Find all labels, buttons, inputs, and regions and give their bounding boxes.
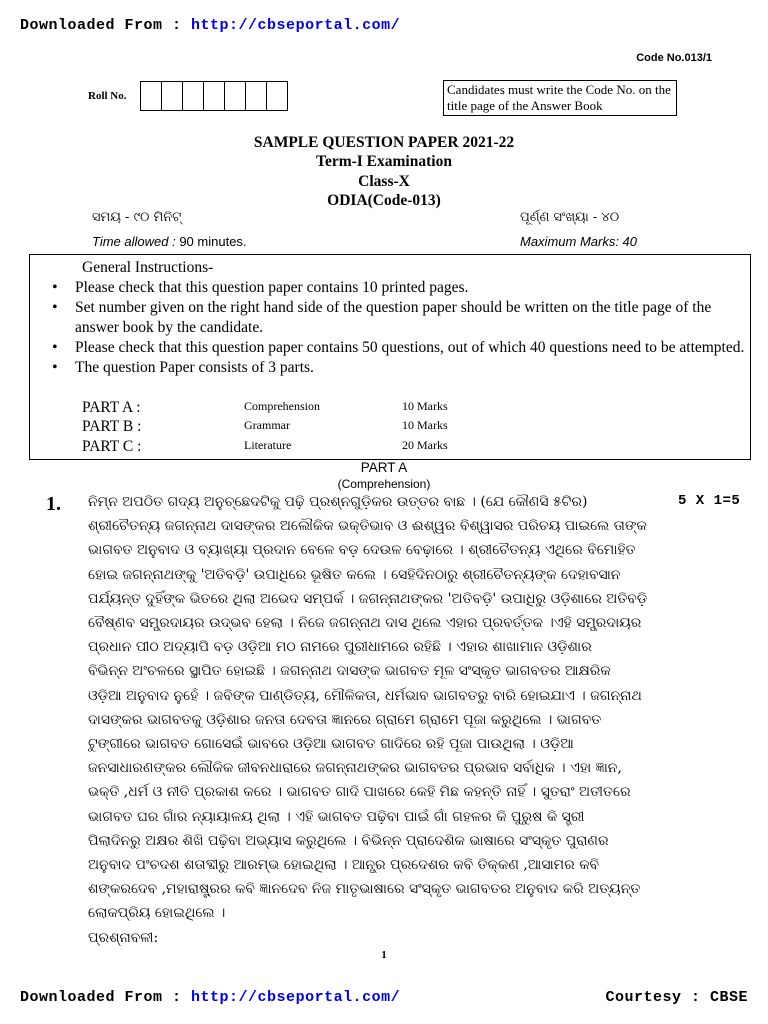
passage-line: ଦାସଙ୍କର ଭାଗବତକୁ ଓଡ଼ିଶାର ଜନତା ଦେବତା ଜ୍ଞାନରେ ଗ୍ରାମେ ଗ୍ରାମେ ପୂଜା କରୁଥିଲେ । ଭାଗବତ (88, 711, 602, 728)
subject-title: ODIA(Code-013) (327, 192, 441, 209)
passage-line: ବିଭିନ୍ନ ଅଂଚଳରେ ସ୍ଥାପିତ ହୋଇଛି । ଜଗନ୍ନାଥ ଦାସଙ୍କ ଭାଗବତ ମୂଳ ସଂସ୍କୃତ ଭାଗବତର ଆକ୍ଷରିକ (88, 663, 611, 680)
roll-no-label: Roll No. (88, 90, 127, 102)
passage-line: ପିଲାଦିନରୁ ଅକ୍ଷର ଶିଖି ପଢ଼ିବା ଅଭ୍ୟାସ କରୁଥିଲେ । ବିଭିନ୍ନ ପ୍ରାଦେଶିକ ଭାଷାରେ ସଂସ୍କୃତ ପୁରାଣର (88, 832, 609, 849)
time-allowed-label: Time allowed : (92, 234, 176, 249)
roll-no-box (162, 82, 183, 110)
passage-line: ଅନୁବାଦ ପଂଚଦଶ ଶତାବ୍ଦୀରୁ ଆରମ୍ଭ ହୋଇଥିଲା । ଆନ୍ଧ୍ର ପ୍ରଦେଶର କବି ତିକ୍କଣ ,ଆସାମର କବି (88, 857, 600, 874)
passage-line: ପ୍ରଧାନ ପୀଠ ଅଦ୍ୟାପି ବଡ଼ ଓଡ଼ିଆ ମଠ ନାମରେ ପୁରୀଧାମରେ ରହିଛି । ଏହାର ଶାଖାମାନ ଓଡ଼ିଶାର (88, 639, 592, 656)
passage-line: ଶଙ୍କରଦେବ ,ମହାରାଷ୍ଟ୍ରର କବି ଜ୍ଞାନଦେବ ନିଜ ମାତୃଭାଷାରେ ସଂସ୍କୃତ ଭାଗବତର ଅନୁବାଦ କରି ଅତ୍ୟନ୍ତ (88, 881, 641, 898)
instruction-item: • Please check that this question paper contains 10 printed pages. (48, 278, 748, 298)
roll-no-box (246, 82, 267, 110)
code-number: Code No.013/1 (636, 52, 712, 64)
class-title: Class-X (358, 173, 410, 190)
part-b-label: PART B : (82, 418, 142, 435)
instruction-item: • Please check that this question paper contains 50 questions, out of which 40 questions need to be attempted. (48, 338, 748, 358)
time-allowed (92, 234, 247, 249)
time-odia: ସମୟ - ୯୦ ମିନିଟ୍ (92, 210, 182, 225)
part-c-desc: Literature (244, 438, 292, 452)
download-prefix: Downloaded From : (20, 17, 182, 34)
download-link[interactable]: http://cbseportal.com/ (191, 989, 401, 1006)
question-number: 1. (46, 493, 61, 515)
roll-no-box (141, 82, 162, 110)
passage-line: ଭାଗବତ ଅନୁବାଦ ଓ ବ୍ୟାଖ୍ୟା ପ୍ରଦାନ ବେଳେ ବଡ଼ ଦେଉଳ ବେଢ଼ାରେ । ଶ୍ରୀଚୈତନ୍ୟ ଏଥିରେ ବିମୋହିତ (88, 542, 636, 559)
download-prefix: Downloaded From : (20, 989, 182, 1006)
maximum-marks: Maximum Marks: 40 (520, 234, 638, 249)
roll-no-box (225, 82, 246, 110)
passage-line: ବୈଷ୍ଣବ ସମ୍ପ୍ରଦାୟର ଉଦ୍ଭବ ହେଲା । ନିଜେ ଜଗନ୍ନାଥ ଦାସ ଥିଲେ ଏହାର ପ୍ରବର୍ତ୍ତକ ।ଏହି ସମ୍ପ୍ରଦାୟର (88, 615, 642, 632)
part-a-subtitle: (Comprehension) (337, 477, 431, 491)
roll-no-box (183, 82, 204, 110)
candidate-note: Candidates must write the Code No. on the title page of the Answer Book (443, 80, 677, 116)
roll-no-box (204, 82, 225, 110)
courtesy-text: Courtesy : CBSE (605, 989, 748, 1006)
passage-line: ଭକ୍ତି ,ଧର୍ମ ଓ ନୀତି ପ୍ରକାଶ କରେ । ଭାଗବତ ଗାଦି ପାଖରେ କେହି ମିଛ କହନ୍ତି ନାହିଁ । ସୁତରାଂ ଅତୀତରେ (88, 784, 631, 801)
page-number: 1 (381, 949, 387, 961)
part-a-label: PART A : (82, 399, 141, 416)
passage-line: ଓଡ଼ିଆ ଅନୁବାଦ ନୁହେଁ । ଜବିଙ୍କ ପାଣ୍ଡିତ୍ୟ, ମୌଳିକତା, ଧର୍ମଭାବ ଭାଗବତରୁ ବାରି ହୋଇଯାଏ । ଜଗନ୍ନାଥ (88, 687, 642, 704)
max-marks-odia: ପୂର୍ଣ୍ଣ ସଂଖ୍ୟା - ୪୦ (520, 210, 620, 225)
term-title: Term-I Examination (316, 153, 452, 170)
download-banner-bottom (20, 989, 400, 1006)
part-b-desc: Grammar (244, 418, 290, 432)
passage-line: ପର୍ଯ୍ୟନ୍ତ ଦୁହିଁଙ୍କ ଭିତରେ ଥିଲା ଅଭେଦ ସମ୍ପର୍କ । ଜଗନ୍ନାଥଙ୍କର 'ଅତିବଡ଼ି' ଉପାଧିରୁ ଓଡ଼ିଶାରେ ଅତିବଡ଼ି (88, 590, 648, 607)
instructions-title: General Instructions- (82, 259, 214, 276)
passage-line: ଭାଗବତ ଘର ଗାଁର ନ୍ୟାୟାଳୟ ଥିଲା । ଏହି ଭାଗବତ ପଢ଼ିବା ପାଇଁ ଗାଁ ଗହଳର କି ପୁରୁଷ କି ସ୍ତ୍ରୀ (88, 808, 585, 825)
passage-line: ଲୋକପ୍ରିୟ ହୋଇଥିଲେ । (88, 905, 226, 922)
part-c-label: PART C : (82, 438, 142, 455)
download-banner-top (20, 17, 400, 34)
instruction-item: • Set number given on the right hand side of the question paper should be written on the title page of the answer book by the candidate. (48, 298, 748, 338)
instruction-item: • The question Paper consists of 3 parts. (48, 358, 748, 378)
passage (88, 490, 746, 950)
passage-line: ନିମ୍ନ ଅପଠିତ ଗଦ୍ୟ ଅନୁଚ୍ଛେଦଟିକୁ ପଢ଼ି ପ୍ରଶ୍ନଗୁଡ଼ିକର ଉତ୍ତର ବାଛ । (ଯେ କୌଣସି ୫ଟିର) (88, 494, 588, 510)
passage-line: ଜନସାଧାରଣଙ୍କର ଲୌକିକ ଜୀବନଧାରାରେ ଜଗନ୍ନାଥଙ୍କର ଭାଗବତର ପ୍ରଭାବ ସର୍ବାଧିକ । ଏହା ଜ୍ଞାନ, (88, 760, 622, 777)
part-c-marks: 20 Marks (402, 438, 448, 452)
time-allowed-value: 90 minutes. (179, 234, 247, 249)
part-b-marks: 10 Marks (402, 418, 448, 432)
part-a-desc: Comprehension (244, 399, 320, 413)
download-link[interactable]: http://cbseportal.com/ (191, 17, 401, 34)
part-a-title: PART A (360, 460, 408, 475)
roll-no-box (267, 82, 287, 110)
passage-line: ଟୁଙ୍ଗୀରେ ଭାଗବତ ଗୋସେଇଁ ଭାବରେ ଓଡ଼ିଆ ଭାଗବତ ଗାଦିରେ ରହି ପୂଜା ପାଉଥିଲା । ଓଡ଼ିଆ (88, 736, 574, 753)
questions-heading: ପ୍ରଶ୍ନାବଳୀ: (88, 929, 159, 946)
paper-title: SAMPLE QUESTION PAPER 2021-22 (253, 134, 515, 151)
instructions-list (48, 278, 748, 378)
question-marks: 5 X 1=5 (678, 493, 741, 509)
passage-line: ହୋଇ ଜଗନ୍ନାଥଙ୍କୁ 'ଅତିବଡ଼ି' ଉପାଧିରେ ଭୂଷିତ କଲେ । ସେହିଦିନଠାରୁ ଶ୍ରୀଚୈତନ୍ୟଙ୍କ ଦେହାବସାନ (88, 566, 621, 583)
roll-no-boxes (140, 81, 288, 111)
part-a-marks: 10 Marks (402, 399, 448, 413)
passage-line: ଶ୍ରୀଚୈତନ୍ୟ ଜଗନ୍ନାଥ ଦାସଙ୍କର ଅଲୌକିକ ଭକ୍ତିଭାବ ଓ ଈଶ୍ୱର ବିଶ୍ୱାସର ପରିଚୟ ପାଇଲେ ତାଙ୍କ (88, 518, 647, 535)
